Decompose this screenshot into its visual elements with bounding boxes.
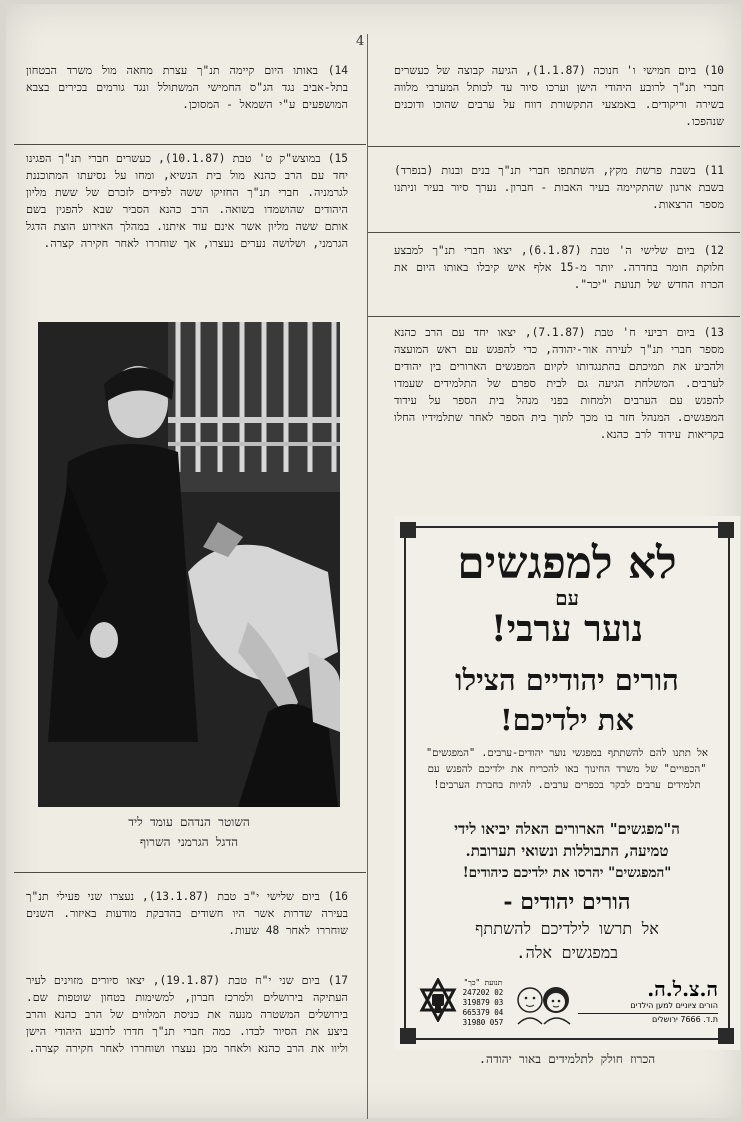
movement-label: תנועת "כך" bbox=[463, 978, 503, 987]
poster-plea-2: במפגשים אלה. bbox=[516, 943, 618, 962]
movement-contact bbox=[454, 978, 512, 1028]
phone-4: 057 31980 bbox=[462, 1018, 504, 1027]
document-page bbox=[6, 4, 741, 1118]
org-name: ה.צ.ל.ה. bbox=[647, 977, 718, 1001]
item-13: 13) ביום רביעי ח' טבת (7.1.87), יצאו יחד עם הרב כהנא מספר חברי תנ"ך לעירה אור-יהודה, כדי להפגש עם ראש המועצה ולהביע את תמיכתם בהתנגדותו לקיום המפגשים הארורים בין יהודים לערבים. המשלחת הגיעה גם לבית ספרם של התלמידים שעמדו להפגש עם הערבים ולמחות בפני מנהל בית הספר על עידוד המפגשים. המנהל חזר בו מכך לתוך בית הספר לאחר שתלמידיו החלו בקריאות עידוד לרב כהנא. bbox=[394, 326, 725, 441]
children-faces-icon bbox=[512, 978, 574, 1026]
poster-headline-with: עם bbox=[555, 586, 579, 610]
page-number: 4 bbox=[356, 34, 365, 49]
poster-warning-2: טמיעה, התבוללות ונשואי תערובת. bbox=[465, 842, 669, 860]
phone-2: 03 319879 bbox=[462, 998, 504, 1007]
phone-1: 02 247202 bbox=[462, 988, 504, 997]
divider bbox=[368, 232, 740, 233]
poster-caption: הכרוז חולק לתלמידים באור יהודה. bbox=[478, 1052, 656, 1066]
star-fist-icon bbox=[418, 978, 458, 1022]
poster-plea-1: אל תרשו לילדיכם להשתתף bbox=[475, 919, 659, 938]
corner-ornament bbox=[400, 522, 416, 538]
poster-warning-3: "המפגשים" יהרסו את ילדיכם כיהודים! bbox=[462, 865, 672, 881]
corner-ornament bbox=[718, 522, 734, 538]
poster-headline: לא למפגשים bbox=[457, 538, 677, 589]
phone-3: 04 665379 bbox=[462, 1008, 504, 1017]
org-address: ת.ד. 7666 ירושלים bbox=[578, 1013, 718, 1026]
poster-warning-1: ה"מפגשים" הארורים האלה יביאו לידי bbox=[454, 820, 680, 838]
poster-headline-youth: נוער ערבי! bbox=[490, 608, 644, 650]
divider bbox=[14, 872, 366, 873]
org-block bbox=[578, 978, 718, 1026]
divider bbox=[368, 146, 740, 147]
news-photo bbox=[38, 322, 340, 807]
item-14: 14) באותו היום קיימה תנ"ך עצרת מחאה מול משרד הבטחון בתל-אביב נגד הג"ס החמישי המשתולל ונגד גורמים בכירים בצבא המושפעים ע"י השמאל - המסוכן. bbox=[26, 64, 348, 111]
photo-caption: השוטר הנדהם עומד ליד הדגל הגרמני השרוף bbox=[128, 815, 250, 849]
column-divider bbox=[367, 34, 368, 1119]
item-11: 11) בשבת פרשת מקץ, השתתפו חברי תנ"ך בנים ובנות (בנפרד) בשבת ארגון שהתקיימה בעיר האבות - חברון. נערך סיור בעיר וניתנו מספר הרצאות. bbox=[394, 164, 724, 211]
item-15: 15) במוצש"ק ט' טבת (10.1.87), כעשרים חברי תנ"ך הפגינו יחד עם הרב כהנא מול בית הנשיא, ומחו על נסיעתו המתוכננת לגרמניה. חברי תנ"ך החזיקו ששה לפידים לזכרם של ששת מליון היהודים שהושמדו בשואה. הרב כהנא הסביר שבא להפגין בשם אותם ששה מליון אשר אינם עוד איתנו. במהלך האירוע הוצת הדגל הגרמני, ושלושה נערים נעצרו, אך שוחררו לאחר חקירה קצרה. bbox=[26, 152, 348, 250]
photo-image bbox=[38, 322, 340, 807]
divider bbox=[14, 144, 366, 145]
item-17: 17) ביום שני י"ח טבת (19.1.87), יצאו סיורים מזוינים לעיר העתיקה בירושלים ולמרכז חברון, למשימות בטחון שוטפות שם. בירושלים המשטרה מנעה את כניסת המלווים של הרב כהנא והרב ביצע את הסיור לבדו. כמה חברי תנ"ך חדרו לרובע היהודי הישן וליוו את הרב כהנא ולאחר מכן נעצרו ושוחררו לאחר חקירה קצרה. bbox=[26, 974, 348, 1055]
poster-paragraph: אל תתנו להם להשתתף במפגשי נוער יהודים-ערבים. "המפגשים" "הכפויים" של משרד החינוך באו להכריח את ילדיכם להפגש עם תלמידים ערבים לבקר בכפרים ערבים. להיות בחברת הערבים! bbox=[425, 748, 709, 791]
poster-parents: הורים יהודים - bbox=[503, 889, 631, 915]
item-12: 12) ביום שלישי ה' טבת (6.1.87), יצאו חברי תנ"ך למבצע חלוקת חומר בחדרה. יותר מ-15 אלף איש קיבלו באותו היום את הכרוז החדש של תנועת "יכר". bbox=[394, 244, 724, 291]
poster-subheadline: הורים יהודיים הצילו bbox=[455, 663, 679, 697]
corner-ornament bbox=[718, 1028, 734, 1044]
org-subtitle: הורים ציוניים למען הילדים bbox=[630, 1001, 718, 1010]
poster-subheadline-children: את ילדיכם! bbox=[499, 703, 635, 737]
item-16: 16) ביום שלישי י"ב טבת (13.1.87), נעצרו שני פעילי תנ"ך בעירה שדרות אשר היו חשודים בהדבקת מודעות באיזור. השנים שוחררו לאחר 48 שעות. bbox=[26, 890, 348, 937]
divider bbox=[368, 316, 740, 317]
leaflet-poster bbox=[394, 516, 740, 1050]
corner-ornament bbox=[400, 1028, 416, 1044]
item-10: 10) ביום חמישי ו' חנוכה (1.1.87), הגיעה קבוצה של כעשרים חברי תנ"ך לרובע היהודי הישן וערכו סיור עד לכותל המערבי מלווה בשירה וריקודים. באמצעי התקשורת דווח על ערבים שהוכו ודוכנים שנהפכו. bbox=[394, 64, 724, 128]
